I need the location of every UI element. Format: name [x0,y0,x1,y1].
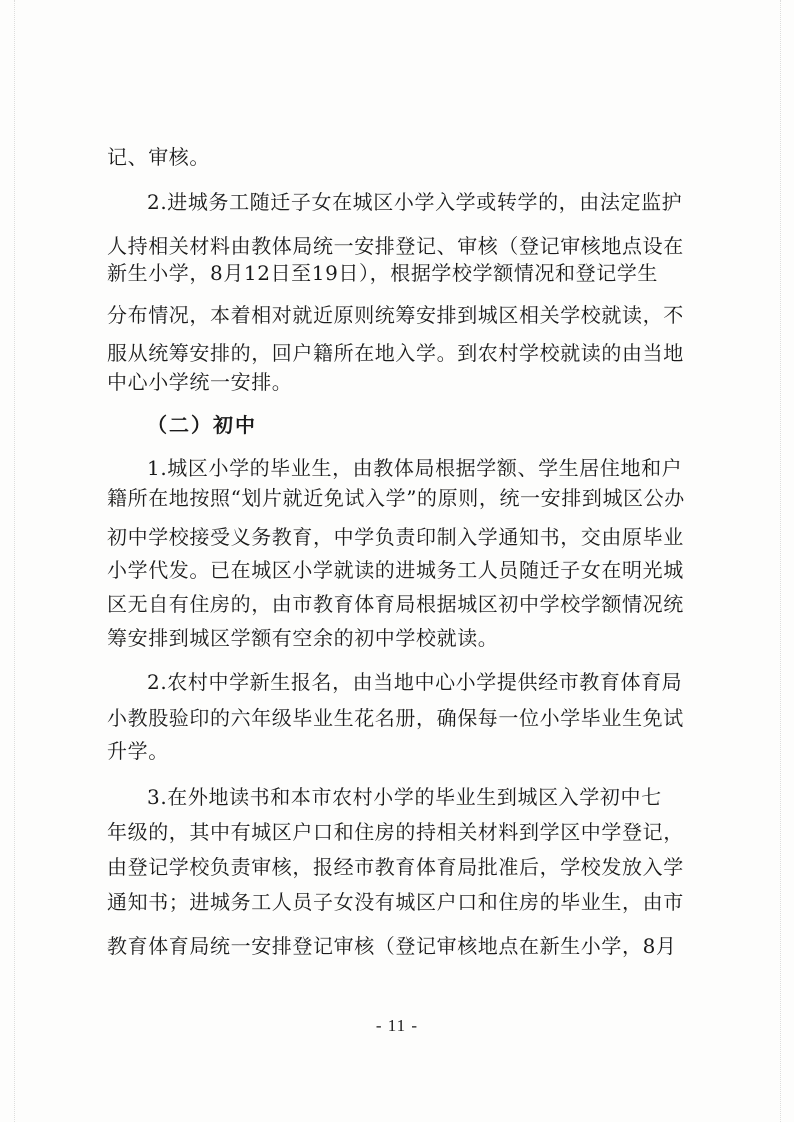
paragraph-line: 区无自有住房的，由市教育体育局根据城区初中学校学额情况统 [107,592,684,616]
paragraph-line: 筹安排到城区学额有空余的初中学校就读。 [107,626,499,650]
paragraph-line: 新生小学，8月12日至19日），根据学校学额情况和登记学生 [107,261,659,285]
paragraph-line: 人持相关材料由教体局统一安排登记、审核（登记审核地点设在 [107,234,684,258]
paragraph-line: 2.农村中学新生报名，由当地中心小学提供经市教育体育局 [147,670,683,694]
paragraph-line: 分布情况，本着相对就近原则统筹安排到城区相关学校就读，不 [107,303,684,327]
paragraph-line: 2.进城务工随迁子女在城区小学入学或转学的，由法定监护 [147,190,683,214]
paragraph-line: 年级的，其中有城区户口和住房的持相关材料到学区中学登记， [107,820,684,844]
paragraph-line: 服从统筹安排的，回户籍所在地入学。到农村学校就读的由当地 [107,341,684,365]
paragraph-line: 中心小学统一安排。 [107,370,293,394]
page-number: - 11 - [375,1016,419,1035]
section-heading-junior-high: （二）初中 [147,413,257,437]
paragraph-line: 由登记学校负责审核，报经市教育体育局批准后，学校发放入学 [107,855,684,879]
paragraph-line: 1.城区小学的毕业生，由教体局根据学额、学生居住地和户 [147,456,683,480]
paragraph-line: 升学。 [107,739,169,763]
paragraph-line: 通知书；进城务工人员子女没有城区户口和住房的毕业生，由市 [107,890,684,914]
scan-edge-right [780,0,782,1122]
paragraph-line: 3.在外地读书和本市农村小学的毕业生到城区入学初中七 [147,785,662,809]
paragraph-line: 小学代发。已在城区小学就读的进城务工人员随迁子女在明光城 [107,558,684,582]
paragraph-line: 小教股验印的六年级毕业生花名册，确保每一位小学毕业生免试 [107,706,684,730]
paragraph-line: 教育体育局统一安排登记审核（登记审核地点在新生小学，8月 [107,934,677,958]
paragraph-line: 初中学校接受义务教育，中学负责印制入学通知书，交由原毕业 [107,525,684,549]
paragraph-line: 籍所在地按照“划片就近免试入学”的原则，统一安排到城区公办 [107,486,685,510]
scan-edge-left [14,0,16,1122]
paragraph-line: 记、审核。 [107,145,210,169]
